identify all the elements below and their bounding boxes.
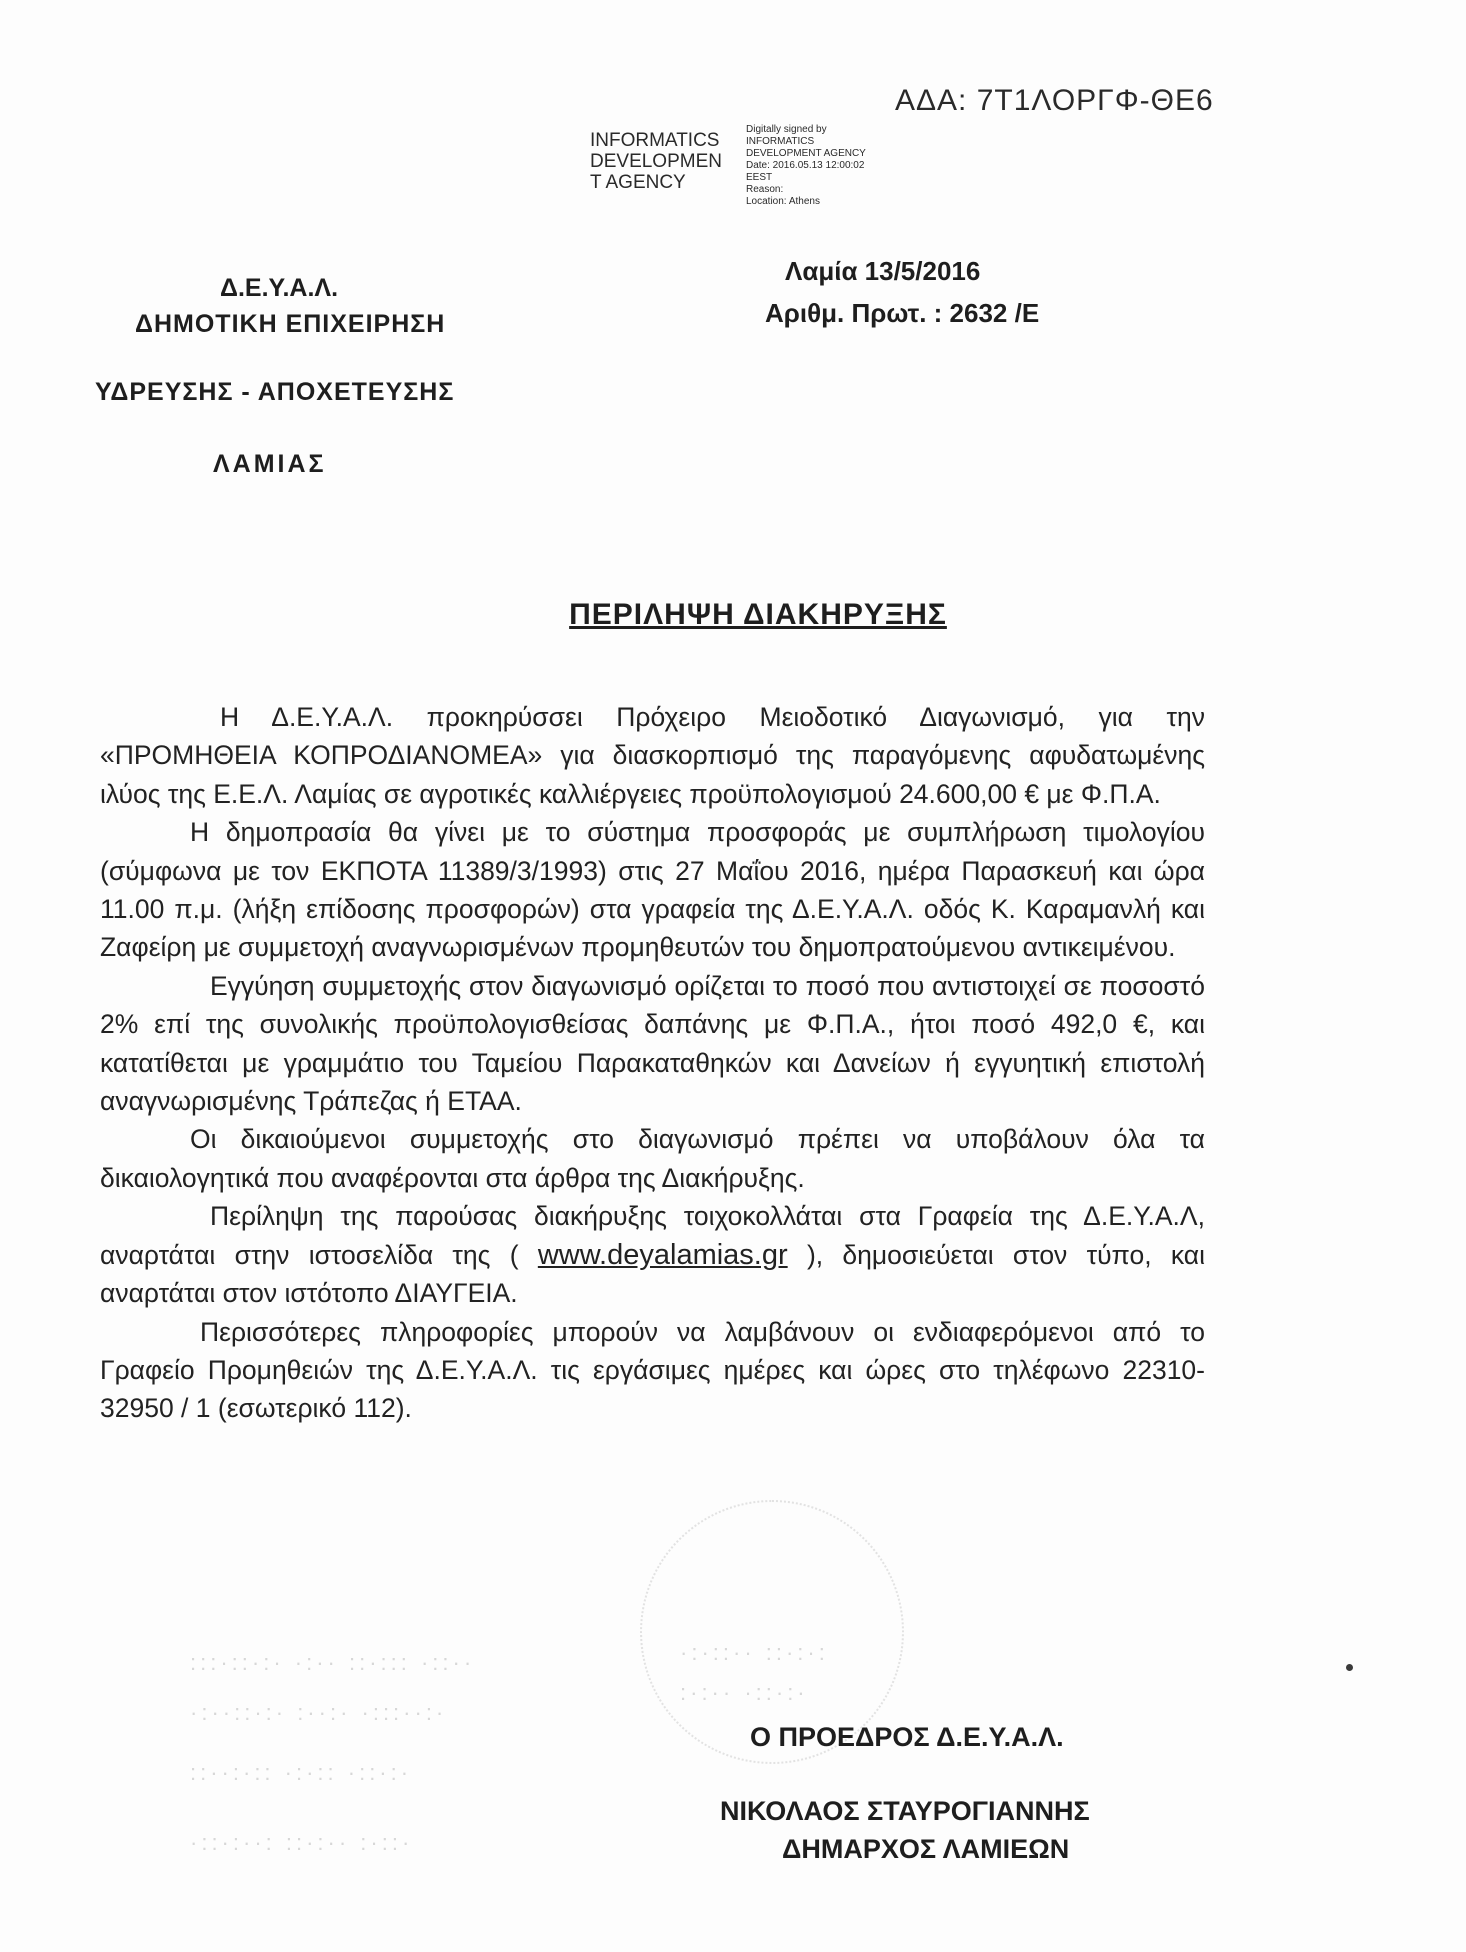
digital-signature-details: Digitally signed by INFORMATICS DEVELOPMENT AGENCY Date: 2016.05.13 12:00:02 EEST Reason: Location: Athens	[746, 124, 866, 207]
paragraph-auction-details: Η δημοπρασία θα γίνει με το σύστημα προσφοράς με συμπλήρωση τιμολογίου (σύμφωνα με τον ΕΚΠΟΤΑ 11389/3/1993) στις 27 Μαΐου 2016, ημέρα Παρασκευή και ώρα 11.00 π.μ. (λήξη επίδοσης προσφορών) στα γραφεία της Δ.Ε.Υ.Α.Λ. οδός Κ. Καραμανλή και Ζαφείρη με συμμετοχή αναγνωρισμένων προμηθευτών του δημοπρατούμενου αντικειμένου.	[100, 817, 1205, 963]
document-date: Λαμία 13/5/2016	[785, 256, 981, 286]
paragraph-documents: Οι δικαιούμενοι συμμετοχής στο διαγωνισμό πρέπει να υποβάλουν όλα τα δικαιολογητικά που αναφέρονται στα άρθρα της Διακήρυξης.	[100, 1124, 1205, 1193]
document-title: ΠΕΡΙΛΗΨΗ ΔΙΑΚΗΡΥΞΗΣ	[569, 598, 947, 631]
bleed-through-marks: ·:··::·:· :··:· ·:::··:·	[190, 1700, 448, 1725]
bleed-through-marks: :·:·· ·::·:·	[680, 1680, 809, 1705]
scan-speck	[1346, 1664, 1353, 1671]
digital-signature-block	[590, 124, 920, 214]
website-link[interactable]: www.deyalamias.gr	[537, 1238, 788, 1271]
signer-role: Ο ΠΡΟΕΔΡΟΣ Δ.Ε.Υ.Α.Λ.	[750, 1722, 1064, 1752]
document-body	[100, 698, 1205, 1428]
publication-text-after: ), δημοσιεύεται στον τύπο, και αναρτάται στον ιστότοπο ΔΙΑΥΓΕΙΑ.	[100, 1239, 1205, 1309]
digital-signature-signer: INFORMATICS DEVELOPMEN T AGENCY	[590, 130, 722, 193]
bleed-through-marks: ·::·:··: ::·:·· :·::·	[190, 1830, 414, 1855]
signer-name: ΝΙΚΟΛΑΟΣ ΣΤΑΥΡΟΓΙΑΝΝΗΣ	[720, 1796, 1090, 1826]
paragraph-contact-info: Περισσότερες πληροφορίες μπορούν να λαμβάνουν οι ενδιαφερόμενοι από το Γραφείο Προμηθειών της Δ.Ε.Υ.Α.Λ. τις εργάσιμες ημέρες και ώρες στο τηλέφωνο 22310-32950 / 1 (εσωτερικό 112).	[100, 1316, 1205, 1424]
ada-code: ΑΔΑ: 7Τ1ΛΟΡΓΦ-ΘΕ6	[895, 84, 1214, 117]
bleed-through-marks: ·:·::·· ::·:·:	[680, 1640, 829, 1665]
bleed-through-marks: :::·::·:· ·:·· ::·::: ·::··	[190, 1650, 476, 1675]
issuer-line-3: ΥΔΡΕΥΣΗΣ - ΑΠΟΧΕΤΕΥΣΗΣ	[95, 378, 455, 406]
issuer-line-2: ΔΗΜΟΤΙΚΗ ΕΠΙΧΕΙΡΗΣΗ	[135, 310, 446, 338]
signer-title: ΔΗΜΑΡΧΟΣ ΛΑΜΙΕΩΝ	[782, 1834, 1070, 1864]
publication-text-before: Περίληψη της παρούσας διακήρυξης τοιχοκολλάται στα Γραφεία της Δ.Ε.Υ.Α.Λ, αναρτάται στην ιστοσελίδα της (	[100, 1201, 1205, 1270]
paragraph-publication	[100, 1197, 1205, 1312]
protocol-number: Αριθμ. Πρωτ. : 2632 /Ε	[765, 298, 1040, 328]
paragraph-guarantee: Εγγύηση συμμετοχής στον διαγωνισμό ορίζεται το ποσό που αντιστοιχεί σε ποσοστό 2% επί της συνολικής προϋπολογισθείσας δαπάνης με Φ.Π.Α., ήτοι ποσό 492,0 €, και κατατίθεται με γραμμάτιο του Ταμείου Παρακαταθηκών και Δανείων ή εγγυητική επιστολή αναγνωρισμένης Τράπεζας ή ΕΤΑΑ.	[100, 970, 1205, 1117]
paragraph-announcement: Η Δ.Ε.Υ.Α.Λ. προκηρύσσει Πρόχειρο Μειοδοτικό Διαγωνισμό, για την «ΠΡΟΜΗΘΕΙΑ ΚΟΠΡΟΔΙΑΝΟΜΕΑ» για διασκορπισμό της παραγόμενης αφυδατωμένης ιλύος της Ε.Ε.Λ. Λαμίας σε αγροτικές καλλιέργειες προϋπολογισμού 24.600,00 € με Φ.Π.Α.	[100, 702, 1205, 809]
issuer-city: ΛΑΜΙΑΣ	[213, 450, 327, 478]
issuer-abbreviation: Δ.Ε.Υ.Α.Λ.	[220, 274, 339, 302]
bleed-through-marks: ::··:·:: ·:·:: ·::·:·	[190, 1760, 413, 1785]
